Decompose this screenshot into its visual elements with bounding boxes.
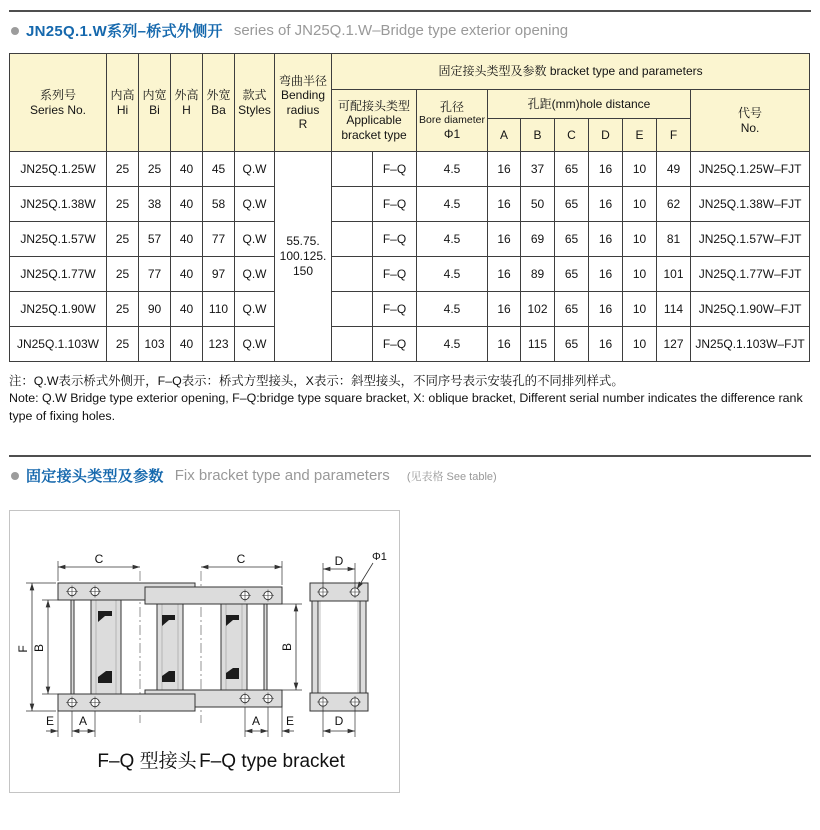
label-zh: 外高 [174, 88, 199, 103]
section2-title-zh: 固定接头类型及参数 [26, 468, 164, 486]
cell-f: 62 [657, 187, 691, 222]
cell-bracket: F–Q [373, 222, 417, 257]
cell-b: 69 [521, 222, 555, 257]
cell-h: 40 [171, 257, 203, 292]
label-zh: 固定接头类型及参数 [438, 64, 547, 79]
cell-b: 102 [521, 292, 555, 327]
cell-d: 16 [589, 187, 623, 222]
cell-hi: 25 [107, 292, 139, 327]
cell-bi: 38 [139, 187, 171, 222]
cell-e: 10 [623, 152, 657, 187]
cell-bi: 103 [139, 327, 171, 362]
label-sym: R [298, 116, 308, 131]
cell-f: 49 [657, 152, 691, 187]
col-header-e: E [623, 119, 657, 152]
label-zh: 外宽 [206, 88, 231, 103]
cell-ba: 58 [203, 187, 235, 222]
dim-label-a: A [251, 714, 261, 729]
cell-bracket: F–Q [373, 292, 417, 327]
dim-label-e: E [285, 714, 295, 729]
col-header-b: B [521, 119, 555, 152]
label-sym: Φ1 [443, 126, 461, 141]
cell-b: 89 [521, 257, 555, 292]
cell-no: JN25Q.1.25W–FJT [691, 152, 810, 187]
cell-h: 40 [171, 222, 203, 257]
cell-f: 127 [657, 327, 691, 362]
col-header-styles [235, 54, 275, 152]
cell-h: 40 [171, 152, 203, 187]
cell-e: 10 [623, 257, 657, 292]
bolt-hole-icons [317, 586, 361, 708]
label-en: bracket type and parameters [549, 64, 703, 79]
col-header-f: F [657, 119, 691, 152]
cell-series: JN25Q.1.38W [10, 187, 107, 222]
cell-h: 40 [171, 292, 203, 327]
cell-bore: 4.5 [417, 152, 488, 187]
cell-e: 10 [623, 292, 657, 327]
section1-title-zh: JN25Q.1.W系列–桥式外侧开 [26, 23, 223, 40]
cell-bi: 77 [139, 257, 171, 292]
cell-no: JN25Q.1.90W–FJT [691, 292, 810, 327]
table-row [10, 327, 810, 362]
cell-bi: 90 [139, 292, 171, 327]
label-zh: 代号 [738, 106, 763, 121]
cell-c: 65 [555, 222, 589, 257]
label-zh: 内高 [110, 88, 135, 103]
divider-section2 [9, 455, 811, 457]
cell-bi: 25 [139, 152, 171, 187]
bullet-icon [11, 472, 19, 480]
section2-title-en: Fix bracket type and parameters [174, 467, 390, 485]
col-header-no [691, 90, 810, 152]
cell-bracket-sub-empty [332, 187, 373, 222]
bracket-side-view [310, 551, 387, 737]
cell-no: JN25Q.1.77W–FJT [691, 257, 810, 292]
cell-c: 65 [555, 327, 589, 362]
bend-line: 100.125. [279, 249, 327, 263]
cell-no: JN25Q.1.57W–FJT [691, 222, 810, 257]
dim-label-c: C [94, 552, 104, 567]
bullet-icon [11, 27, 19, 35]
cell-c: 65 [555, 257, 589, 292]
cell-e: 10 [623, 327, 657, 362]
cell-hi: 25 [107, 327, 139, 362]
section2-title-note: (见表格 See table) [406, 470, 497, 483]
cell-b: 115 [521, 327, 555, 362]
col-header-d: D [589, 119, 623, 152]
label-en: Series No. [29, 102, 87, 117]
cell-bracket: F–Q [373, 257, 417, 292]
section2-title [11, 465, 811, 486]
cell-style: Q.W [235, 327, 275, 362]
cell-a: 16 [488, 327, 521, 362]
col-header-h [171, 54, 203, 152]
col-header-hi [107, 54, 139, 152]
label-en: Bore diameter [419, 114, 485, 127]
table-row [10, 292, 810, 327]
cell-b: 50 [521, 187, 555, 222]
group-header-hole-distance: 孔距(mm)hole distance [488, 90, 691, 119]
cell-style: Q.W [235, 222, 275, 257]
cell-ba: 123 [203, 327, 235, 362]
group-header-bracket-params [332, 54, 810, 90]
cell-c: 65 [555, 187, 589, 222]
cell-b: 37 [521, 152, 555, 187]
bend-line: 150 [292, 264, 314, 278]
cell-style: Q.W [235, 152, 275, 187]
drawing-caption-en: F–Q type bracket [199, 751, 345, 773]
cell-bending-radius [275, 152, 332, 362]
cell-bore: 4.5 [417, 222, 488, 257]
label-zh: 系列号 [39, 88, 76, 103]
cell-bracket: F–Q [373, 187, 417, 222]
cell-bracket-sub-empty [332, 222, 373, 257]
cell-hi: 25 [107, 257, 139, 292]
label-zh: 可配接头类型 [337, 98, 410, 113]
label-zh: 弯曲半径 [278, 73, 327, 88]
cell-style: Q.W [235, 292, 275, 327]
spec-table [9, 53, 810, 362]
cell-a: 16 [488, 292, 521, 327]
col-header-ba [203, 54, 235, 152]
cell-ba: 110 [203, 292, 235, 327]
cell-d: 16 [589, 292, 623, 327]
cell-style: Q.W [235, 187, 275, 222]
cell-ba: 97 [203, 257, 235, 292]
label-en: No. [740, 120, 760, 135]
cell-bracket-sub-empty [332, 257, 373, 292]
cell-bracket: F–Q [373, 152, 417, 187]
cell-d: 16 [589, 257, 623, 292]
section1-title [11, 20, 811, 41]
table-notes [9, 373, 815, 425]
table-row [10, 257, 810, 292]
label-en: Bi [149, 102, 160, 117]
cell-e: 10 [623, 187, 657, 222]
bracket-drawing-box [9, 510, 400, 793]
label-en: Hi [116, 102, 129, 117]
cell-series: JN25Q.1.57W [10, 222, 107, 257]
cell-a: 16 [488, 187, 521, 222]
cell-c: 65 [555, 152, 589, 187]
table-row [10, 152, 810, 187]
cell-a: 16 [488, 257, 521, 292]
cell-no: JN25Q.1.38W–FJT [691, 187, 810, 222]
label-en: Ba [211, 102, 226, 117]
label-en: Applicable bracket type [341, 113, 407, 142]
col-header-bending-radius [275, 54, 332, 152]
cell-h: 40 [171, 327, 203, 362]
cell-style: Q.W [235, 257, 275, 292]
bracket-front-view [16, 552, 302, 737]
cell-d: 16 [589, 152, 623, 187]
cell-bracket-sub-empty [332, 327, 373, 362]
drawing-caption-zh: F–Q 型接头 [97, 751, 197, 773]
dim-label-b: B [32, 644, 46, 653]
cell-bore: 4.5 [417, 257, 488, 292]
dim-label-c: C [236, 552, 246, 567]
table-row [10, 187, 810, 222]
table-row [10, 222, 810, 257]
cell-hi: 25 [107, 187, 139, 222]
cell-bore: 4.5 [417, 292, 488, 327]
dim-label-f: F [16, 645, 30, 653]
cell-e: 10 [623, 222, 657, 257]
label-en: Styles [238, 102, 271, 117]
section1-title-en: series of JN25Q.1.W–Bridge type exterior opening [233, 22, 569, 39]
catalog-page [0, 10, 820, 793]
cell-series: JN25Q.1.90W [10, 292, 107, 327]
note-en: Note: Q.W Bridge type exterior opening, F–Q:bridge type square bracket, X: oblique bracket, Different serial number indicates the difference rank type of fixing holes. [9, 391, 803, 423]
cell-bore: 4.5 [417, 327, 488, 362]
col-header-applicable-bracket [332, 90, 417, 152]
cell-bi: 57 [139, 222, 171, 257]
cell-d: 16 [589, 327, 623, 362]
cell-f: 114 [657, 292, 691, 327]
dim-label-e: E [45, 714, 55, 729]
cell-f: 101 [657, 257, 691, 292]
cell-series: JN25Q.1.103W [10, 327, 107, 362]
cell-f: 81 [657, 222, 691, 257]
cell-bore: 4.5 [417, 187, 488, 222]
dim-label-d: D [334, 714, 344, 729]
dim-label-b: B [280, 643, 294, 652]
label-en: H [182, 102, 191, 117]
cell-ba: 77 [203, 222, 235, 257]
cell-d: 16 [589, 222, 623, 257]
col-header-c: C [555, 119, 589, 152]
cell-hi: 25 [107, 152, 139, 187]
cell-a: 16 [488, 222, 521, 257]
cell-bracket: F–Q [373, 327, 417, 362]
bend-line: 55.75. [286, 234, 320, 248]
col-header-bore-diameter [417, 90, 488, 152]
divider-top [9, 10, 811, 12]
note-zh: 注：Q.W表示桥式外侧开，F–Q表示：桥式方型接头，X表示：斜型接头，不同序号表示安装孔的不同排列样式。 [9, 374, 624, 388]
col-header-bi [139, 54, 171, 152]
label-zh: 款式 [242, 88, 267, 103]
cell-bracket-sub-empty [332, 152, 373, 187]
cell-a: 16 [488, 152, 521, 187]
dim-label-phi1: Φ1 [372, 551, 387, 564]
bracket-technical-drawing [10, 511, 399, 792]
col-header-a: A [488, 119, 521, 152]
cell-c: 65 [555, 292, 589, 327]
cell-bracket-sub-empty [332, 292, 373, 327]
cell-no: JN25Q.1.103W–FJT [691, 327, 810, 362]
dim-label-d: D [334, 554, 344, 569]
dim-label-a: A [78, 714, 88, 729]
label-en: Bending radius [280, 88, 326, 117]
col-header-series [10, 54, 107, 152]
cell-ba: 45 [203, 152, 235, 187]
cell-series: JN25Q.1.25W [10, 152, 107, 187]
label-zh: 孔径 [439, 99, 464, 114]
cell-h: 40 [171, 187, 203, 222]
cell-series: JN25Q.1.77W [10, 257, 107, 292]
cell-hi: 25 [107, 222, 139, 257]
label-zh: 内宽 [142, 88, 167, 103]
